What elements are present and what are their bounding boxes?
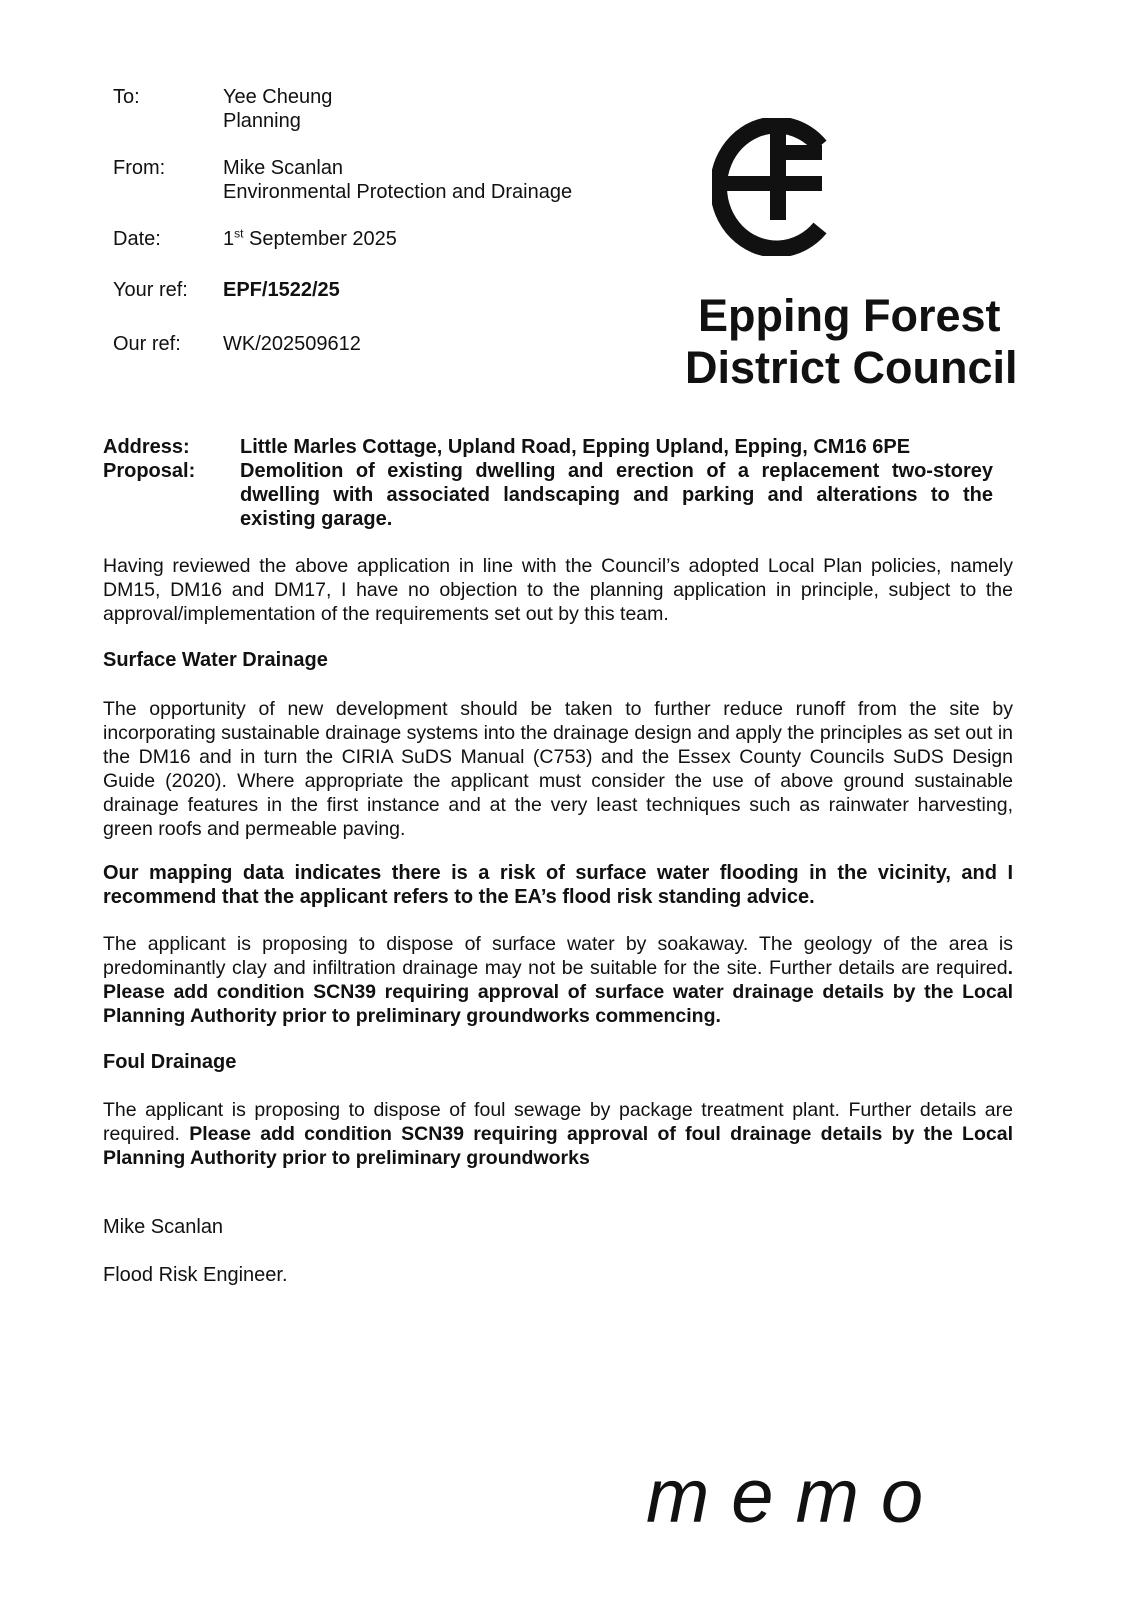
foul-condition: Please add condition SCN39 requiring approval of foul drainage details by the Local Planning Authority prior to preliminary groundworks: [103, 1123, 1013, 1169]
our-ref-value: WK/202509612: [223, 333, 361, 355]
address-label: Address:: [103, 436, 190, 458]
to-label: To:: [113, 86, 140, 108]
memo-footer: memo: [646, 1454, 946, 1539]
foul-drainage-paragraph: [103, 1098, 1019, 1170]
soakaway-condition: . Please add condition SCN39 requiring approval of surface water drainage details by the Local Planning Authority prior to preliminary groundworks commencing.: [103, 957, 1013, 1027]
address-value: Little Marles Cottage, Upland Road, Epping Upland, Epping, CM16 6PE: [240, 436, 911, 458]
our-ref-label: Our ref:: [113, 333, 181, 355]
surface-water-paragraph: The opportunity of new development should be taken to further reduce runoff from the site by incorporating sustainable drainage systems into the drainage design and apply the principles as set out in the DM16 and in turn the CIRIA SuDS Manual (C753) and the Essex County Councils SuDS Design Guide (2020). Where appropriate the applicant must consider the use of above ground sustainable drainage features in the first instance and at the very least techniques such as rainwater harvesting, green roofs and permeable paving.: [103, 698, 1013, 840]
signature-name: Mike Scanlan: [103, 1216, 224, 1238]
council-name: [685, 290, 1040, 394]
date-rest: September 2025: [243, 228, 397, 250]
from-label: From:: [113, 157, 166, 179]
mapping-paragraph: Our mapping data indicates there is a risk of surface water flooding in the vicinity, and I recommend that the applicant refers to the EA’s flood risk standing advice.: [103, 862, 1013, 908]
soakaway-text: The applicant is proposing to dispose of surface water by soakaway. The geology of the area is predominantly clay and infiltration drainage may not be suitable for the site. Further details are required: [103, 933, 1013, 979]
soakaway-paragraph: [103, 932, 1013, 1028]
foul-drainage-heading: Foul Drainage: [103, 1051, 237, 1073]
date-label: Date:: [113, 228, 161, 250]
date-day: 1: [223, 228, 235, 250]
to-dept: Planning: [223, 110, 301, 132]
date-value: [223, 227, 397, 251]
your-ref-value: EPF/1522/25: [223, 279, 340, 301]
proposal-value: Demolition of existing dwelling and erection of a replacement two-storey dwelling with associated landscaping and parking and alterations to the existing garage.: [240, 460, 993, 530]
council-name-line2: District Council: [685, 342, 1018, 393]
surface-water-heading: Surface Water Drainage: [103, 649, 328, 671]
council-logo-icon: [712, 118, 832, 256]
council-name-line1: Epping Forest: [698, 290, 1001, 341]
proposal-label: Proposal:: [103, 460, 196, 482]
intro-paragraph: Having reviewed the above application in line with the Council’s adopted Local Plan policies, namely DM15, DM16 and DM17, I have no objection to the planning application in principle, subject to the approval/implementation of the requirements set out by this team.: [103, 555, 1013, 625]
date-suffix: st: [234, 226, 244, 241]
foul-text: The applicant is proposing to dispose of foul sewage by package treatment plant. Further details are required.: [103, 1099, 1019, 1145]
your-ref-label: Your ref:: [113, 279, 188, 301]
from-name: Mike Scanlan: [223, 157, 344, 179]
signature-title: Flood Risk Engineer.: [103, 1264, 288, 1286]
to-name: Yee Cheung: [223, 86, 333, 108]
from-dept: Environmental Protection and Drainage: [223, 181, 573, 203]
